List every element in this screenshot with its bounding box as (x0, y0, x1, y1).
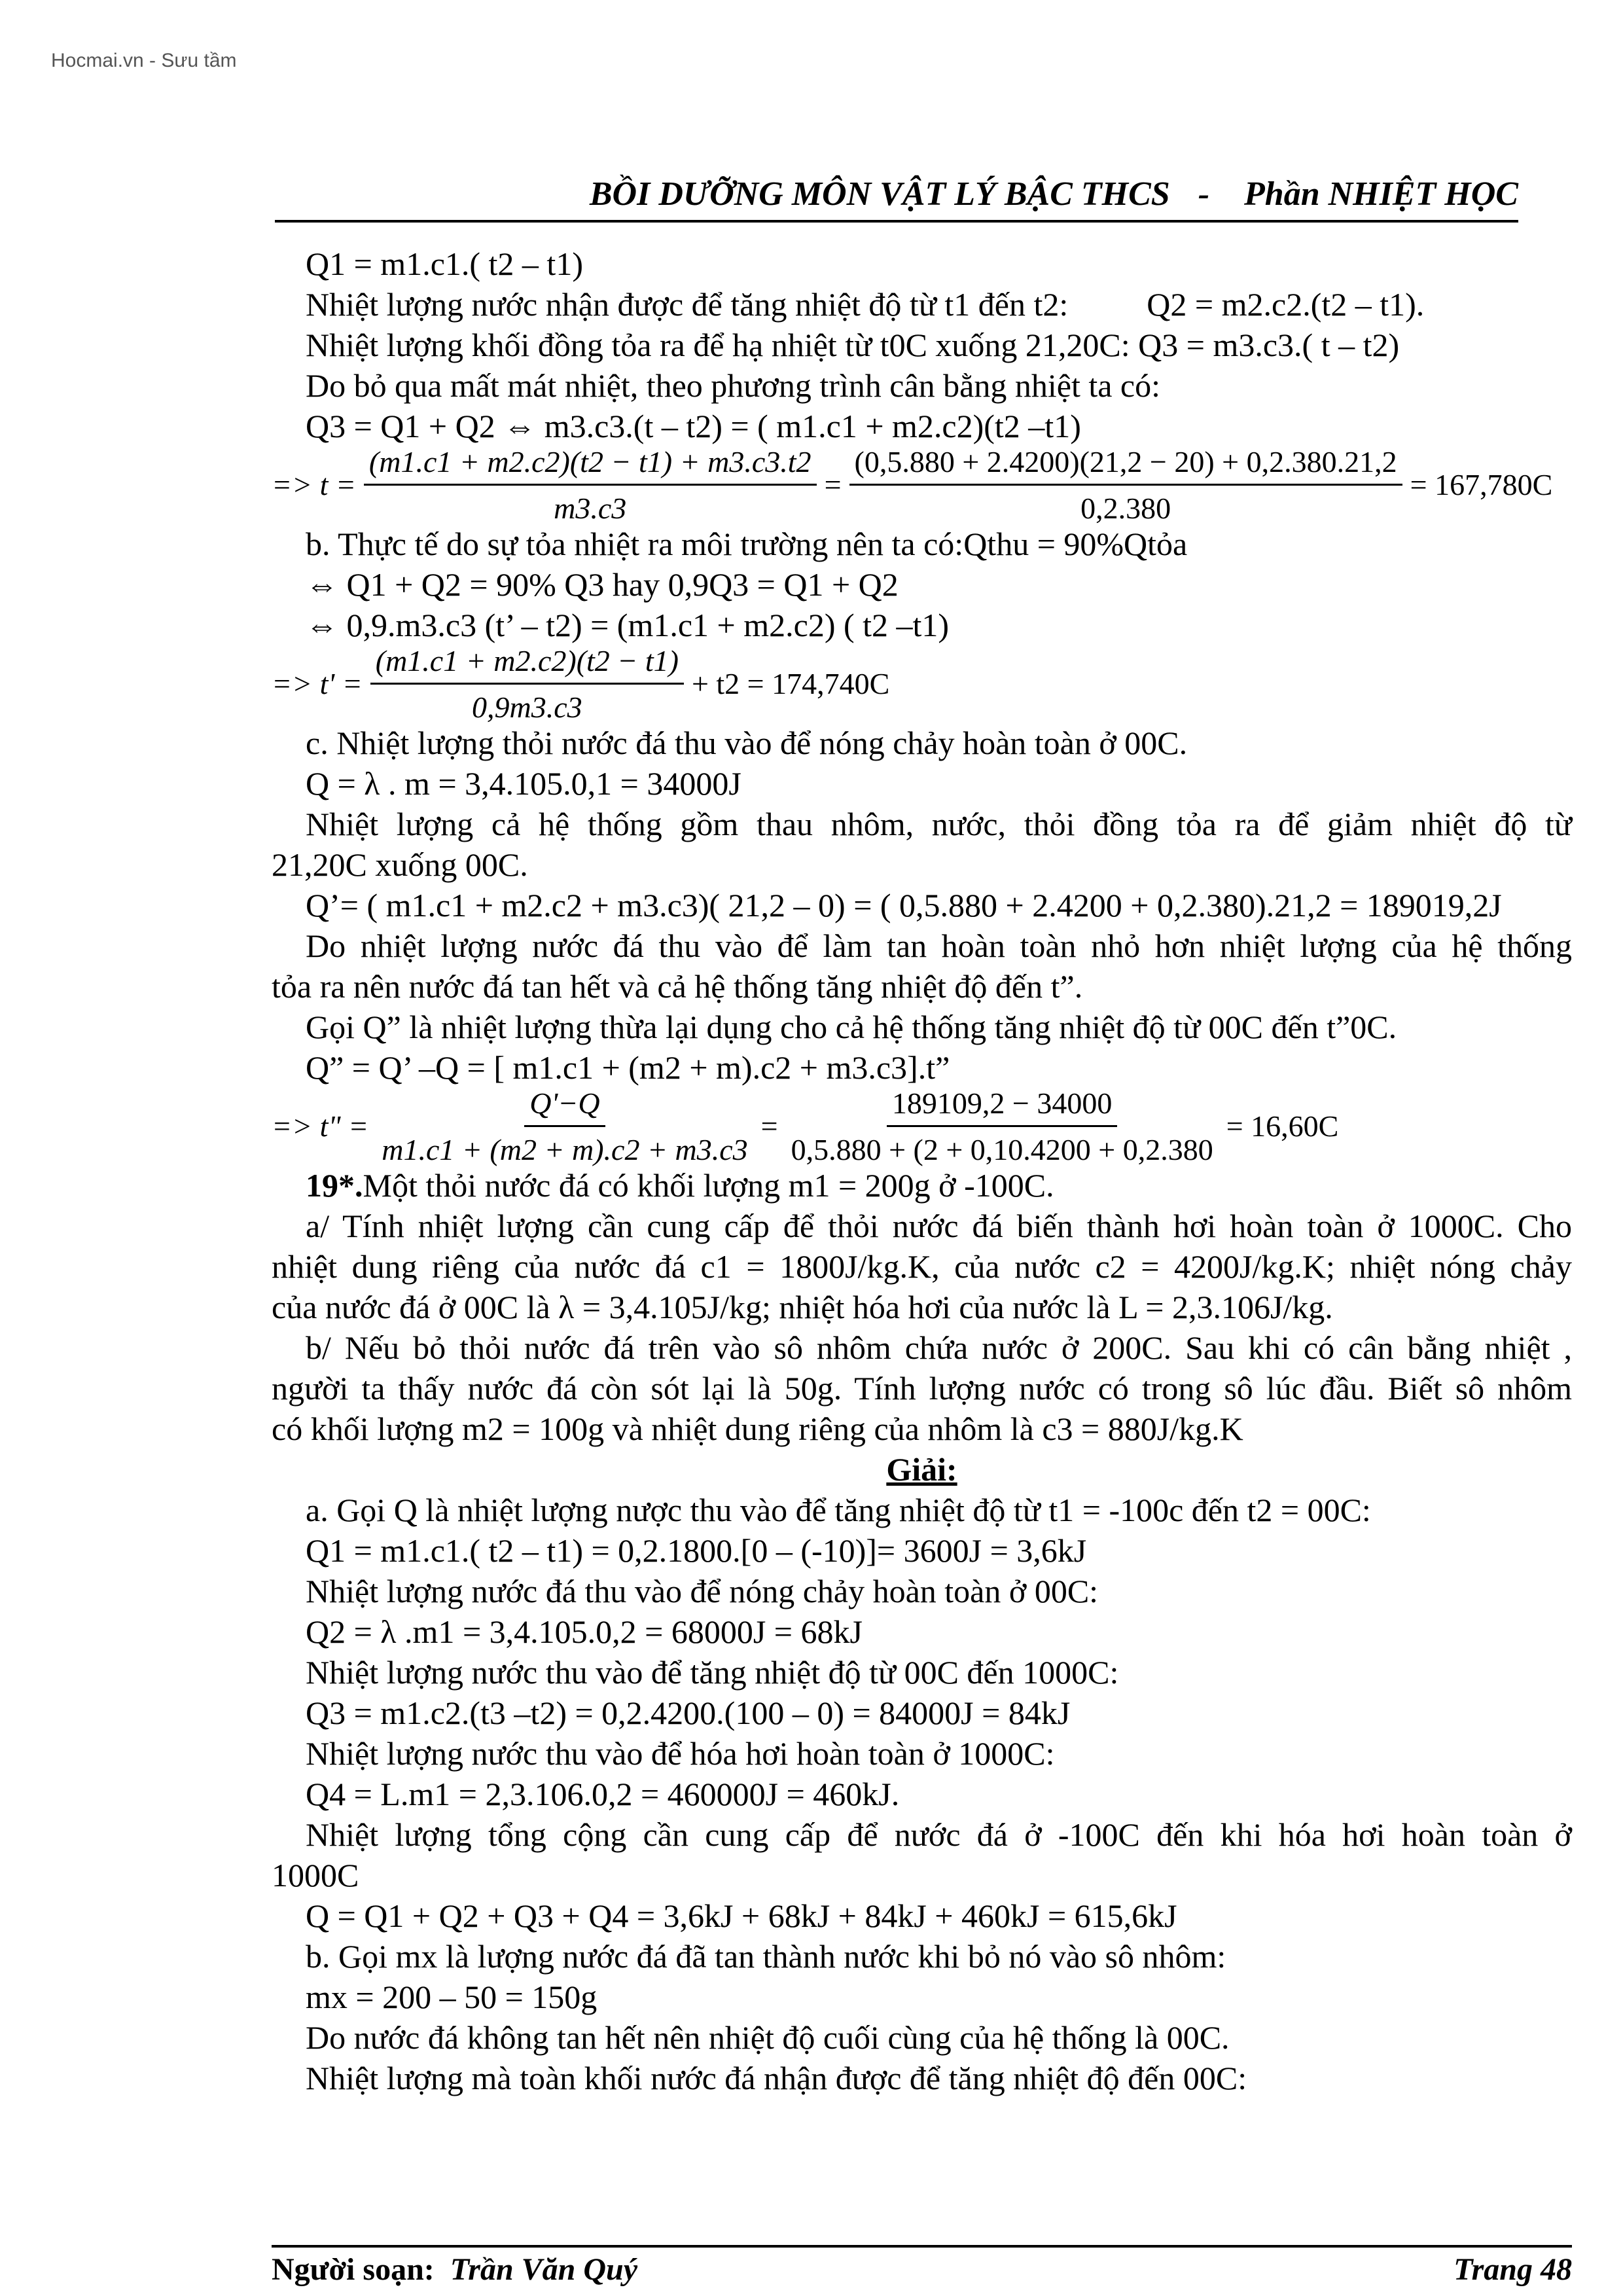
text-line: Nhiệt lượng nước thu vào để hóa hơi hoàn toàn ở 1000C: (306, 1735, 1055, 1772)
header-subject: BỒI DƯỠNG MÔN VẬT LÝ BẬC THCS (589, 175, 1170, 213)
text-line: c. Nhiệt lượng thỏi nước đá thu vào để nóng chảy hoàn toàn ở 00C. (306, 725, 1188, 761)
formula-t-double-prime (272, 1088, 1572, 1165)
text-line: Q3 = m1.c2.(t3 –t2) = 0,2.4200.(100 – 0) = 84000J = 84kJ (306, 1695, 1071, 1731)
text-line: Nhiệt lượng nước thu vào để tăng nhiệt độ từ 00C đến 1000C: (306, 1654, 1119, 1691)
numerator: Q'−Q (524, 1083, 605, 1127)
text-line: Do nước đá không tan hết nên nhiệt độ cuối cùng của hệ thống là 00C. (306, 2019, 1230, 2056)
text-line: Do bỏ qua mất mát nhiệt, theo phương trình cân bằng nhiệt ta có: (306, 367, 1161, 404)
denominator: 0,2.380 (1080, 491, 1171, 525)
denominator: m1.c1 + (m2 + m).c2 + m3.c3 (382, 1132, 748, 1166)
text-line: b. Gọi mx là lượng nước đá đã tan thành nước khi bỏ nó vào sô nhôm: (306, 1938, 1226, 1975)
text-line: Nhiệt lượng nước đá thu vào để nóng chảy hoàn toàn ở 00C: (306, 1573, 1099, 1609)
text-line: a/ Tính nhiệt lượng cần cung cấp để thỏi nước đá biến thành hơi hoàn toàn ở 1000C. Cho (306, 1208, 1572, 1244)
page-number: Trang 48 (1454, 2252, 1572, 2287)
numerator: 189109,2 − 34000 (887, 1083, 1117, 1127)
text-line: Q” = Q’ –Q = [ m1.c1 + (m2 + m).c2 + m3.c3].t” (306, 1049, 950, 1086)
numerator: (m1.c1 + m2.c2)(t2 − t1) + m3.c3.t2 (364, 442, 817, 486)
text-line: Q4 = L.m1 = 2,3.106.0,2 = 460000J = 460kJ. (306, 1776, 900, 1812)
text-line: 1000C (272, 1857, 359, 1893)
text-line: Nhiệt lượng tổng cộng cần cung cấp để nước đá ở -100C đến khi hóa hơi hoàn toàn ở (306, 1816, 1572, 1853)
fraction (376, 1083, 753, 1170)
source-watermark: Hocmai.vn - Sưu tầm (51, 50, 237, 71)
text-line: Q2 = λ .m1 = 3,4.105.0,2 = 68000J = 68kJ (306, 1613, 863, 1650)
text-line: Nhiệt lượng cả hệ thống gồm thau nhôm, nước, thỏi đồng tỏa ra để giảm nhiệt độ từ (306, 806, 1572, 842)
text-line: ⇔ 0,9.m3.c3 (t’ – t2) = (m1.c1 + m2.c2) ( t2 –t1) (306, 607, 950, 643)
text-line: Q3 = Q1 + Q2 ⇔ m3.c3.(t – t2) = ( m1.c1 + m2.c2)(t2 –t1) (306, 408, 1081, 444)
problem-title (272, 1165, 1572, 1206)
fraction (786, 1083, 1219, 1170)
author-name: Trần Văn Quý (450, 2252, 638, 2287)
text-line: Q1 = m1.c1.( t2 – t1) = 0,2.1800.[0 – (-10)]= 3600J = 3,6kJ (306, 1532, 1087, 1569)
formula-lhs: => t = (272, 468, 356, 501)
text-line: của nước đá ở 00C là λ = 3,4.105J/kg; nhiệt hóa hơi của nước là L = 2,3.106J/kg. (272, 1289, 1333, 1325)
text-line (272, 284, 1572, 325)
header-separator: - (1198, 175, 1210, 213)
equals: = (824, 468, 842, 501)
text-line: có khối lượng m2 = 100g và nhiệt dung riêng của nhôm là c3 = 880J/kg.K (272, 1410, 1243, 1447)
text-line: Q = Q1 + Q2 + Q3 + Q4 = 3,6kJ + 68kJ + 84kJ + 460kJ = 615,6kJ (306, 1897, 1177, 1934)
text-line: Gọi Q” là nhiệt lượng thừa lại dụng cho cả hệ thống tăng nhiệt độ từ 00C đến t”0C. (306, 1009, 1397, 1045)
text-line: Q’= ( m1.c1 + m2.c2 + m3.c3)( 21,2 – 0) = ( 0,5.880 + 2.4200 + 0,2.380).21,2 = 189019,2J (306, 887, 1502, 924)
text-line: 21,20C xuống 00C. (272, 846, 528, 883)
text-line: Nhiệt lượng khối đồng tỏa ra để hạ nhiệt từ t0C xuống 21,20C: Q3 = m3.c3.( t – t2) (306, 327, 1400, 363)
fraction (370, 641, 684, 728)
text-line: Do nhiệt lượng nước đá thu vào để làm tan hoàn toàn nhỏ hơn nhiệt lượng của hệ thống (306, 927, 1572, 964)
solution-heading: Giải: (886, 1451, 957, 1488)
formula-result: + t2 = 174,740C (691, 667, 890, 700)
problem-number: 19*. (306, 1167, 363, 1204)
text-line: tỏa ra nên nước đá tan hết và cả hệ thống tăng nhiệt độ đến t”. (272, 968, 1083, 1005)
text-line: người ta thấy nước đá còn sót lại là 50g. Tính lượng nước có trong sô lúc đầu. Biết sô nhôm (272, 1370, 1572, 1407)
document-body (272, 243, 1572, 2098)
header-title (590, 175, 1518, 213)
text-span: Nhiệt lượng nước nhận được để tăng nhiệt độ từ t1 đến t2: (306, 286, 1069, 323)
formula-t-prime (272, 645, 1572, 723)
author-label: Người soạn: (272, 2252, 435, 2287)
denominator: 0,5.880 + (2 + 0,10.4200 + 0,2.380 (791, 1132, 1213, 1166)
formula-result: = 16,60C (1226, 1109, 1339, 1143)
text-span: Q2 = m2.c2.(t2 – t1). (1147, 286, 1425, 323)
numerator: (0,5.880 + 2.4200)(21,2 − 20) + 0,2.380.21,2 (849, 442, 1402, 486)
formula-result: = 167,780C (1410, 468, 1553, 501)
page-header (275, 171, 1518, 223)
text-line: b/ Nếu bỏ thỏi nước đá trên vào sô nhôm chứa nước ở 200C. Sau khi có cân bằng nhiệt , (306, 1329, 1572, 1366)
text-line: ⇔ Q1 + Q2 = 90% Q3 hay 0,9Q3 = Q1 + Q2 (306, 566, 899, 603)
text-line: Q1 = m1.c1.( t2 – t1) (306, 245, 583, 282)
text-line: b. Thực tế do sự tỏa nhiệt ra môi trường nên ta có:Qthu = 90%Qtỏa (306, 526, 1188, 562)
fraction (364, 442, 817, 529)
fraction (849, 442, 1402, 529)
numerator: (m1.c1 + m2.c2)(t2 − t1) (370, 641, 684, 685)
denominator: 0,9m3.c3 (472, 690, 582, 724)
text-span: Một thỏi nước đá có khối lượng m1 = 200g ở -100C. (363, 1167, 1054, 1204)
equals: = (760, 1109, 778, 1143)
formula-lhs: => t' = (272, 667, 363, 700)
text-line: a. Gọi Q là nhiệt lượng nược thu vào để tăng nhiệt độ từ t1 = -100c đến t2 = 00C: (306, 1492, 1371, 1528)
author (272, 2251, 637, 2287)
text-line: mx = 200 – 50 = 150g (306, 1979, 597, 2015)
page-footer (272, 2245, 1572, 2287)
formula-lhs: => t" = (272, 1109, 369, 1143)
text-line: Q = λ . m = 3,4.105.0,1 = 34000J (306, 765, 741, 802)
formula-t (272, 446, 1572, 524)
denominator: m3.c3 (554, 491, 627, 525)
text-line: nhiệt dung riêng của nước đá c1 = 1800J/kg.K, của nước c2 = 4200J/kg.K; nhiệt nóng chảy (272, 1248, 1572, 1285)
header-part: Phần NHIỆT HỌC (1244, 175, 1518, 213)
text-line: Nhiệt lượng mà toàn khối nước đá nhận được để tăng nhiệt độ đến 00C: (306, 2060, 1247, 2096)
